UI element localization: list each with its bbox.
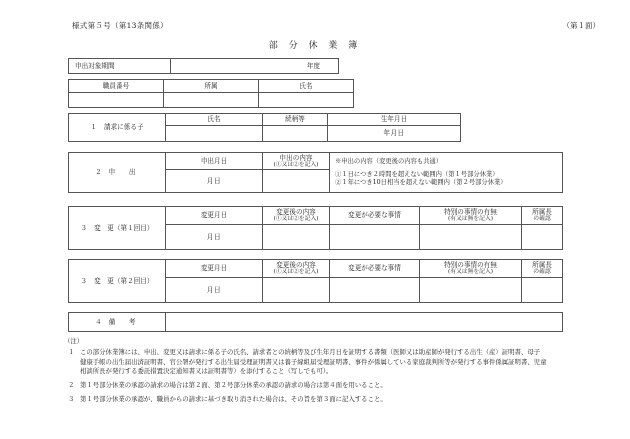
footnote-1-line-1: この部分休業簿には、申出、変更又は請求に係る子の氏名、請求者との続柄等及び生年月日を証明する書類（医師又は助産師が発行する出生（産）証明書、母子: [80, 348, 541, 357]
application-section-label: [69, 153, 166, 193]
page-title: 部 分 休 業 簿: [268, 41, 362, 51]
application-content-header-main: 申出の内容: [279, 153, 313, 162]
change2-special-header: [420, 260, 522, 278]
child-relation-header: 続柄等: [263, 114, 328, 126]
change1-section-title: 変 更（第１回目）: [94, 223, 154, 232]
footnote-1-line-3: 相談所長が発行する委託措置決定通知書又は証明書等）を添付すること（写しでも可）。: [80, 366, 333, 375]
footnote-body-2: [80, 381, 594, 390]
remarks-table: [68, 312, 563, 332]
application-content-header: [263, 153, 330, 170]
change2-section-title: 変 更（第２回目）: [94, 276, 154, 285]
change2-confirm-header: [522, 260, 563, 278]
change2-confirm-header-sub: の確認: [533, 269, 551, 276]
change2-special-field[interactable]: [420, 278, 522, 303]
birthdate-day-label: 日: [397, 129, 405, 138]
change1-month-label: 月: [206, 232, 214, 241]
change2-date-header: 変更月日: [166, 260, 263, 278]
change1-confirm-header: [522, 207, 563, 225]
change1-confirm-header-main: 所属長: [532, 208, 552, 217]
child-relation-field[interactable]: [263, 126, 328, 142]
change1-day-label: 日: [214, 232, 222, 241]
birthdate-year-label: 年: [383, 129, 391, 138]
table-header-row: [69, 80, 354, 93]
change2-content-header-main: 変更後の内容: [276, 261, 316, 270]
child-name-header: 氏名: [166, 114, 263, 126]
footnotes: [64, 337, 594, 410]
footnote-item-1: [64, 348, 594, 376]
child-birthdate-field[interactable]: [328, 126, 461, 142]
application-month-label: 月: [206, 176, 214, 185]
application-notes-cell: [330, 153, 563, 193]
name-field[interactable]: [259, 93, 354, 108]
change2-section-number: ３: [80, 276, 88, 285]
child-name-field[interactable]: [166, 126, 263, 142]
change2-content-header-sub: (①又は②を記入): [273, 269, 319, 276]
change1-date-header: 変更月日: [166, 207, 263, 225]
table-header-row: [69, 260, 563, 278]
change2-special-header-main: 特別の事情の有無: [444, 261, 497, 270]
change2-reason-field[interactable]: [330, 278, 420, 303]
change2-month-label: 月: [206, 285, 214, 294]
change2-special-header-sub: (有又は無を記入): [447, 269, 494, 276]
application-period-year-field[interactable]: 年度: [171, 59, 339, 74]
child-info-table: [68, 113, 461, 142]
footnote-item-2: [64, 381, 594, 390]
table-header-row: [69, 114, 461, 126]
footnote-marker-3: ３: [68, 395, 75, 404]
table-header-row: [69, 207, 563, 225]
footnote-marker-1: １: [68, 348, 75, 357]
application-content-header-sub: (①又は②を記入): [273, 161, 319, 168]
footnote-body-1: [80, 348, 594, 376]
child-section-number: １: [90, 123, 98, 132]
remarks-section-title: 備 考: [108, 317, 139, 326]
application-section-title: 申 出: [108, 168, 139, 177]
footnote-1-line-2: 健康手帳の出生届出済証明書、官公署が発行する出生届受理証明書又は養子縁組届受理証明書、事件が係属している家庭裁判所等が発行する事件係属証明書、児童: [80, 357, 547, 366]
application-day-label: 日: [214, 176, 222, 185]
staff-info-table: [68, 79, 354, 108]
application-period-label: 申出対象期間: [69, 59, 171, 74]
change-table-second: [68, 259, 563, 303]
change1-special-field[interactable]: [420, 225, 522, 250]
change2-confirm-header-main: 所属長: [532, 261, 552, 270]
child-section-title: 請求に係る子: [104, 123, 144, 132]
change1-section-number: ３: [80, 223, 88, 232]
application-note-1: ①１日につき２時間を超えない範囲内（第１号部分休業）: [335, 171, 499, 179]
change2-reason-header: 変更が必要な事情: [330, 260, 420, 278]
footnote-2-line-1: 第１号部分休業の承認の請求の場合は第２面、第２号部分休業の承認の請求の場合は第４面を用いること。: [80, 381, 387, 390]
change1-content-field[interactable]: [263, 225, 330, 250]
child-section-label: [69, 114, 166, 142]
change1-reason-header: 変更が必要な事情: [330, 207, 420, 225]
remarks-field[interactable]: [166, 313, 563, 332]
footnotes-heading: （注）: [64, 337, 84, 345]
application-content-field[interactable]: [263, 170, 330, 193]
application-notes-title: ※申出の内容（変更後の内容も共通）: [335, 158, 443, 166]
table-header-row: [69, 153, 563, 170]
birthdate-month-label: 月: [390, 129, 398, 138]
table-row: [69, 59, 339, 74]
change2-content-field[interactable]: [263, 278, 330, 303]
staff-number-header: 職員番号: [69, 80, 164, 93]
staff-number-field[interactable]: [69, 93, 164, 108]
application-note-2: ②１年につき10日相当を超えない範囲内（第２号部分休業）: [335, 178, 507, 186]
change1-special-header-sub: (有又は無を記入): [447, 216, 494, 223]
affiliation-field[interactable]: [164, 93, 259, 108]
change1-special-header: [420, 207, 522, 225]
footnote-3-line-1: 第１号部分休業の承認が、職員からの請求に基づき取り消された場合は、その旨を第３面に記入すること。: [80, 395, 387, 404]
name-header: 氏名: [259, 80, 354, 93]
change2-content-header: [263, 260, 330, 278]
application-date-field[interactable]: [166, 170, 263, 193]
change2-confirm-field[interactable]: [522, 278, 563, 303]
change1-content-header-sub: (①又は②を記入): [273, 216, 319, 223]
application-period-table: [68, 58, 339, 74]
application-date-header: 申出月日: [166, 153, 263, 170]
footnote-body-3: [80, 395, 594, 404]
change1-content-header: [263, 207, 330, 225]
change2-section-label: [69, 260, 166, 303]
footnote-item-3: [64, 395, 594, 404]
table-row: [69, 93, 354, 108]
affiliation-header: 所属: [164, 80, 259, 93]
child-birthdate-header: 生年月日: [328, 114, 461, 126]
change-table-first: [68, 206, 563, 250]
table-row: [69, 313, 563, 332]
change1-date-field[interactable]: [166, 225, 263, 250]
change1-section-label: [69, 207, 166, 250]
remarks-section-label: [69, 313, 166, 332]
change1-confirm-field[interactable]: [522, 225, 563, 250]
application-table: [68, 152, 563, 193]
page-number-label: （第１面）: [562, 21, 600, 30]
change2-date-field[interactable]: [166, 278, 263, 303]
footnote-marker-2: ２: [68, 381, 75, 390]
change2-day-label: 日: [214, 285, 222, 294]
application-section-number: ２: [95, 168, 102, 177]
remarks-section-number: ４: [95, 317, 102, 326]
form-number-label: 様式第５号（第13条関係）: [72, 21, 168, 30]
change1-special-header-main: 特別の事情の有無: [444, 208, 497, 217]
change1-reason-field[interactable]: [330, 225, 420, 250]
change1-confirm-header-sub: の確認: [533, 216, 551, 223]
change1-content-header-main: 変更後の内容: [276, 208, 316, 217]
